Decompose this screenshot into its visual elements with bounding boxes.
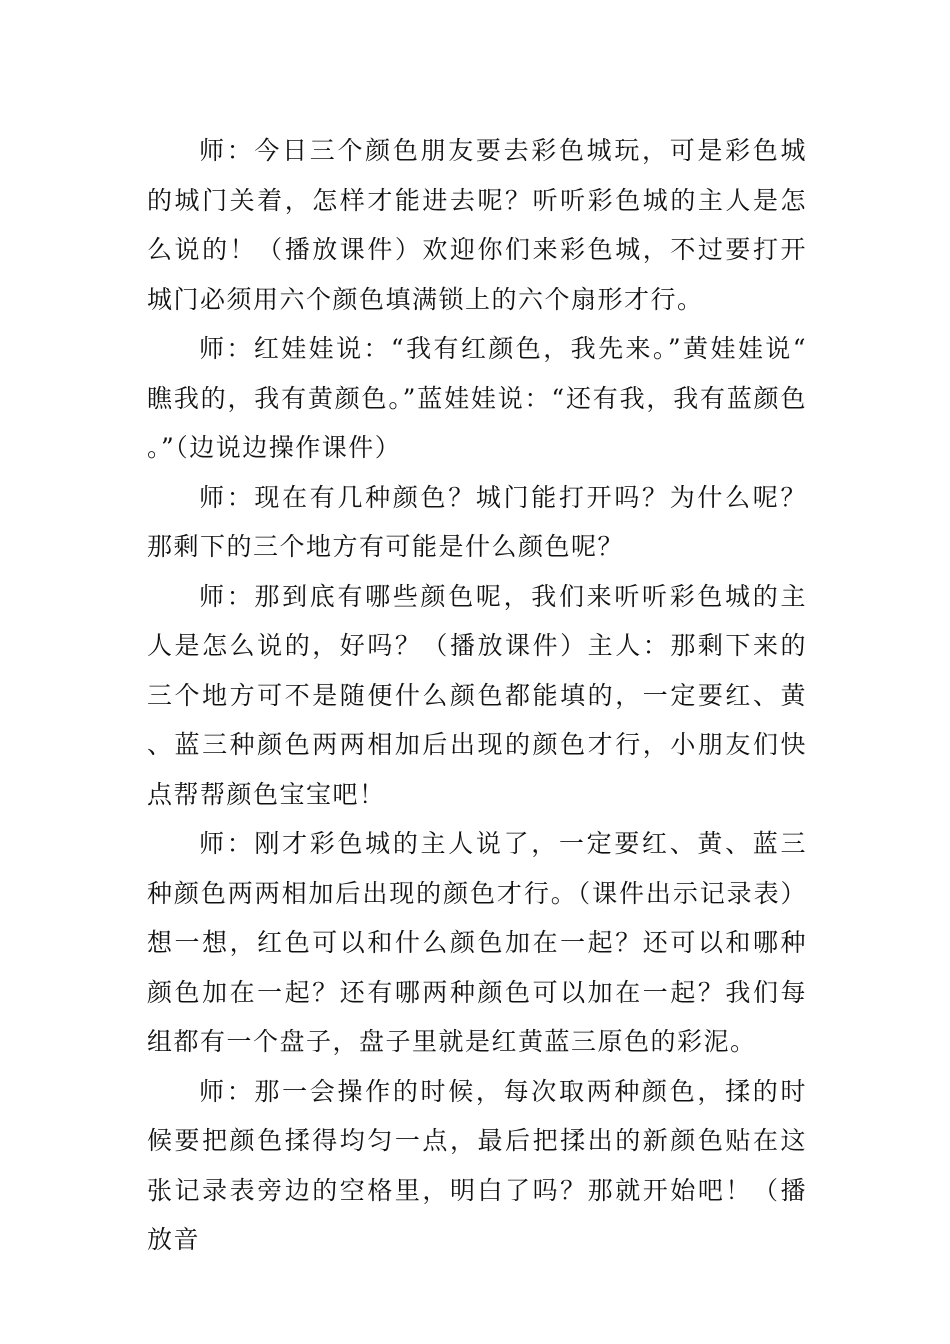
paragraph: 师：今日三个颜色朋友要去彩色城玩，可是彩色城的城门关着，怎样才能进去呢？听听彩色城的主人是怎么说的！（播放课件）欢迎你们来彩色城，不过要打开城门必须用六个颜色填满锁上的六个扇形才行。: [147, 136, 807, 314]
paragraph: 师：那到底有哪些颜色呢，我们来听听彩色城的主人是怎么说的，好吗？（播放课件）主人：那剩下来的三个地方可不是随便什么颜色都能填的，一定要红、黄、蓝三种颜色两两相加后出现的颜色才行，小朋友们快点帮帮颜色宝宝吧！: [147, 581, 807, 809]
paragraph: 师：刚才彩色城的主人说了，一定要红、黄、蓝三种颜色两两相加后出现的颜色才行。（课件出示记录表）想一想，红色可以和什么颜色加在一起？还可以和哪种颜色加在一起？还有哪两种颜色可以加在一起？我们每组都有一个盘子，盘子里就是红黄蓝三原色的彩泥。: [147, 829, 807, 1056]
paragraph: 师：现在有几种颜色？城门能打开吗？为什么呢？那剩下的三个地方有可能是什么颜色呢？: [147, 482, 807, 561]
paragraph: 师：那一会操作的时候，每次取两种颜色，揉的时候要把颜色揉得均匀一点，最后把揉出的新颜色贴在这张记录表旁边的空格里，明白了吗？那就开始吧！（播放音: [147, 1076, 807, 1254]
document-body: [147, 126, 807, 1265]
paragraph: 师：红娃娃说：“我有红颜色，我先来。”黄娃娃说“瞧我的，我有黄颜色。”蓝娃娃说：“还有我，我有蓝颜色。”（边说边操作课件）: [147, 334, 807, 462]
